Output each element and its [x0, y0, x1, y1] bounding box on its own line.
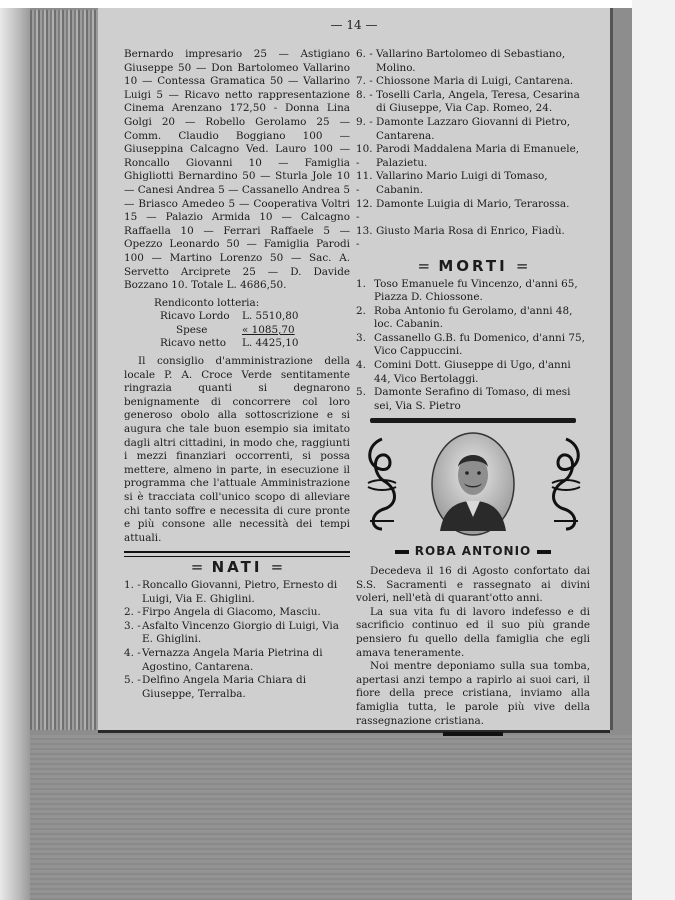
- section-divider: [370, 418, 576, 423]
- scanner-background: [30, 735, 632, 900]
- list-item: 13. - Giusto Maria Rosa di Enrico, Fiadù.: [356, 224, 565, 251]
- list-item: 8. - Toselli Carla, Angela, Teresa, Cesarina di Giuseppe, Via Cap. Romeo, 24.: [356, 88, 580, 115]
- left-column: [124, 48, 350, 701]
- list-item: 6. - Vallarino Bartolomeo di Sebastiano, Molino.: [356, 48, 566, 74]
- list-item: 4. Comini Dott. Giuseppe di Ugo, d'anni 44, Vico Bertolaggi.: [356, 359, 571, 385]
- list-item: 2. Roba Antonio fu Gerolamo, d'anni 48, loc. Cabanin.: [356, 304, 573, 331]
- scan-right-margin: [632, 0, 675, 900]
- nati-heading: = NATI =: [190, 558, 284, 577]
- art-nouveau-ornament-icon: [362, 435, 402, 533]
- morti-heading: = MORTI =: [417, 256, 529, 275]
- lottery-row: Ricavo Lordo L. 5510,80: [160, 310, 299, 323]
- obituary-title: ROBA ANTONIO: [356, 545, 590, 559]
- newspaper-page: [98, 8, 610, 730]
- list-item: 5. Damonte Serafino di Tomaso, di mesi sei, Via S. Pietro: [356, 386, 571, 412]
- book-binding-page-stack: [30, 10, 100, 730]
- end-divider: [443, 732, 503, 736]
- section-divider: [124, 551, 350, 557]
- donations-list: Bernardo impresario 25 — Astigiano Giuseppe 50 — Don Bartolomeo Vallarino 10 — Contessa Gramatica 50 — Vallarino Luigi 5 — Ricavo netto rappresentazione Cinema Arenzano 172,50 - Donna Lina Golgi 20 — Robello Gerolamo 25 — Comm. Claudio Boggiano 100 — Giuseppina Calcagno Ved. Lauro 100 — Roncallo Giovanni 10 — Famiglia Ghigliotti Bernardino 50 — Sturla Jole 10 — Canesi Andrea 5 — Cassanello Andrea 5 — Briasco Amedeo 5 — Cooperativa Voltri 15 — Palazio Armida 10 — Calcagno Raffaella 10 — Ferrari Raffaele 5 — Opezzo Leonardo 50 — Famiglia Parodi 100 — Martino Lorenzo 50 — Sac. A. Servetto Arciprete 25 — D. Davide Bozzano 10. Totale L. 4686,50.: [124, 48, 350, 292]
- list-item: 5. - Delfino Angela Maria Chiara di Giuseppe, Terralba.: [124, 674, 307, 700]
- obituary-paragraph: Noi mentre deponiamo sulla sua tomba, apertasi anzi tempo a rapirlo ai suoi cari, il fiore della prece cristiana, inviamo alla famiglia tutta, le parole più vive della rassegnazione cristiana.: [356, 660, 590, 727]
- art-nouveau-ornament-icon: [546, 435, 586, 533]
- scan-top-margin: [0, 0, 675, 8]
- list-item: 7. - Chiossone Maria di Luigi, Cantarena.: [356, 75, 574, 88]
- lottery-report: [124, 297, 350, 351]
- scan-left-edge: [0, 8, 30, 900]
- list-item: 3. - Asfalto Vincenzo Giorgio di Luigi, Via E. Ghiglini.: [124, 619, 339, 646]
- lottery-report-title: Rendiconto lotteria:: [154, 296, 260, 309]
- list-item: 1. Toso Emanuele fu Vincenzo, d'anni 65, Piazza D. Chiossone.: [356, 277, 578, 304]
- right-column: [356, 48, 590, 736]
- list-item: 4. - Vernazza Angela Maria Pietrina di Agostino, Cantarena.: [124, 646, 323, 673]
- births-list-part1: [124, 579, 350, 701]
- list-item: 1. - Roncallo Giovanni, Pietro, Ernesto di Luigi, Via E. Ghiglini.: [124, 578, 338, 605]
- list-item: 10. - Parodi Maddalena Maria di Emanuele, Palazietu.: [356, 143, 580, 169]
- list-item: 9. - Damonte Lazzaro Giovanni di Pietro, Cantarena.: [356, 115, 571, 142]
- list-item: 11. - Vallarino Mario Luigi di Tomaso, Cabanin.: [356, 170, 548, 196]
- list-item: 3. Cassanello G.B. fu Domenico, d'anni 75, Vico Cappuccini.: [356, 331, 585, 358]
- list-item: 2. - Firpo Angela di Giacomo, Masciu.: [124, 606, 321, 619]
- page-number: — 14 —: [330, 18, 378, 32]
- births-list-part2: [356, 48, 590, 252]
- thanks-paragraph: Il consiglio d'amministrazione della locale P. A. Croce Verde sentitamente ringrazia quanti si degnarono benignamente di concorrere col loro generoso obolo alla sottoscrizione e si augura che tale buon esempio sia imitato dagli altri cittadini, in modo che, raggiunti i mezzi finanziari occorrenti, si possa mettere, almeno in parte, in esecuzione il programma che l'attuale Amministrazione si è tracciata coll'unico scopo di alleviare chi tanto soffre e necessita di cure pronte e più consone alle necessità dei tempi attuali.: [124, 355, 350, 544]
- lottery-row: Ricavo netto L. 4425,10: [160, 337, 299, 350]
- deaths-list: [356, 278, 590, 414]
- portrait-photo: [430, 431, 516, 537]
- obituary-paragraph: Decedeva il 16 di Agosto confortato dai S.S. Sacramenti e rassegnato ai divini voleri, nell'età di quarant'otto anni.: [356, 565, 590, 605]
- obituary-paragraph: La sua vita fu di lavoro indefesso e di sacrificio continuo ed il suo più grande pensiero fu quello della famiglia che egli amava teneramente.: [356, 605, 590, 659]
- obituary-portrait-frame: [356, 429, 590, 539]
- list-item: 12. - Damonte Luigia di Mario, Terarossa.: [356, 197, 570, 224]
- lottery-row: Spese « 1085,70: [176, 323, 295, 336]
